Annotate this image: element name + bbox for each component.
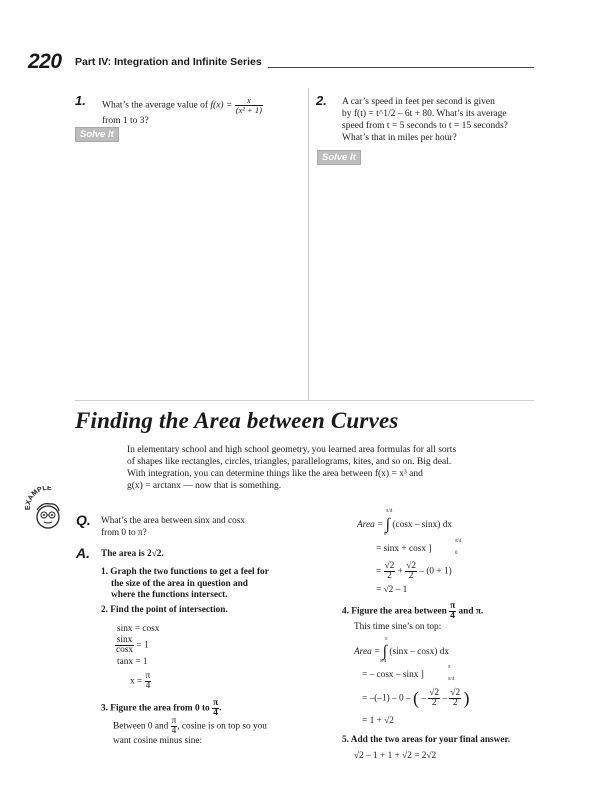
example-badge-text: EXAMPLE	[24, 486, 52, 511]
part-title: Part IV: Integration and Infinite Series	[75, 56, 262, 68]
eq-4-fraction	[145, 672, 152, 691]
solve-it-label-2: Solve It	[317, 150, 361, 165]
r3-frac-1	[384, 562, 396, 581]
problem-1-text	[102, 96, 302, 127]
step3-suffix: .	[219, 703, 222, 714]
question-line1: What’s the area between sinx and cosx	[101, 516, 246, 526]
step1-line2: the size of the area in question and	[111, 578, 248, 589]
answer-text: The area is 2√2.	[101, 549, 164, 559]
r7-d2: 2	[452, 698, 458, 708]
r7-n1: √2	[429, 688, 440, 698]
step1-line1: 1. Graph the two functions to get a feel for	[101, 567, 269, 577]
result-2: = sinx + cosx ]	[376, 544, 432, 554]
intro-line4: g(x) = arctanx — now that is something.	[127, 481, 282, 491]
r2-lower: 0	[455, 551, 458, 556]
step3-text-num: π	[171, 716, 177, 726]
r5-body: (sinx – cosx) dx	[389, 647, 450, 658]
problem-1-frac-den: (x² + 1)	[235, 105, 262, 115]
result-8: = 1 + √2	[362, 716, 394, 726]
problem-2-text	[342, 96, 542, 144]
eq-2-fraction	[115, 636, 134, 655]
eq-4-num: π	[145, 671, 151, 681]
r1-label: Area =	[357, 520, 384, 531]
section-title: Finding the Area between Curves	[75, 408, 399, 433]
example-icon	[24, 486, 72, 534]
r3-tail: – (0 + 1)	[419, 566, 452, 577]
result-7: = –(–1) – 0 – ( – $\frac{√2}{2}$ – $\frac{√2}{2}$ )	[362, 688, 470, 708]
r7-frac-1	[428, 689, 440, 708]
step4-fraction	[449, 602, 456, 621]
eq-3: tanx = 1	[117, 657, 148, 667]
problem-2-number: 2.	[316, 93, 327, 108]
r2-upper: π/4	[455, 539, 462, 544]
r7-n2: √2	[450, 688, 461, 698]
r7-head: = –(–1) – 0 –	[362, 693, 411, 704]
r3-n1: √2	[384, 561, 395, 571]
step4-suffix: and π.	[458, 606, 484, 617]
r7-lead-minus: –	[421, 693, 426, 704]
question-label: Q.	[76, 512, 91, 528]
eq-2-rhs: = 1	[136, 640, 149, 651]
column-divider	[308, 88, 309, 400]
step3-text-a: Between 0 and	[113, 721, 169, 732]
section-intro	[127, 444, 497, 492]
problem-1-line1: What’s the average value of	[102, 100, 209, 111]
r7-d1: 2	[431, 698, 437, 708]
step3-den: 4	[213, 708, 218, 718]
eq-4-lhs: x =	[130, 676, 143, 687]
question-line2: from 0 to π?	[101, 527, 147, 538]
step-3-text	[113, 717, 303, 748]
intro-line3: With integration, you can determine things like the area between f(x) = x³ and	[127, 469, 423, 479]
step3-text-c: want cosine minus sine:	[113, 736, 203, 746]
problem-1-func: f(x) =	[210, 100, 233, 111]
eq-4-den: 4	[145, 681, 151, 691]
r7-minus: –	[442, 693, 448, 704]
result-1	[357, 516, 452, 534]
intro-line1: In elementary school and high school geometry, you learned area formulas for all sorts	[127, 445, 457, 455]
problem-1-frac-num: x	[235, 96, 263, 106]
r3-d1: 2	[387, 571, 392, 581]
r5-upper: π	[385, 637, 388, 642]
problem-2-line4: What’s that in miles per hour?	[342, 133, 457, 143]
problem-1-line2: from 1 to 3?	[102, 116, 149, 126]
step3-prefix: 3. Figure the area from 0 to	[101, 703, 210, 714]
r6-lower: π/4	[448, 677, 455, 682]
result-5	[354, 643, 449, 661]
header-rule	[268, 67, 534, 68]
r1-lower: 0	[384, 532, 387, 537]
r3-plus: +	[397, 566, 403, 577]
result-9: √2 – 1 + 1 + √2 = 2√2	[354, 751, 437, 761]
result-3	[376, 562, 452, 581]
eq-4	[130, 672, 151, 691]
r3-frac-2	[405, 562, 417, 581]
r5-label: Area =	[354, 647, 381, 658]
solve-it-label-1: Solve It	[75, 127, 119, 142]
problem-2-line3: speed from t = 5 seconds to t = 15 seconds?	[342, 121, 508, 131]
step-3	[101, 699, 221, 718]
eq-1: sinx = cosx	[117, 624, 160, 634]
step4-den: 4	[450, 611, 455, 621]
problem-1-number: 1.	[75, 93, 86, 108]
problem-1-fraction	[235, 96, 263, 115]
r1-body: (cosx – sinx) dx	[392, 520, 453, 531]
eq-2	[115, 636, 149, 655]
r3-n2: √2	[406, 561, 417, 571]
section-divider	[75, 400, 534, 401]
r6-upper: π	[448, 665, 451, 670]
step3-num: π	[213, 698, 219, 708]
answer-label: A.	[76, 545, 90, 561]
r3-d2: 2	[408, 571, 414, 581]
step3-text-den: 4	[171, 726, 177, 736]
r5-lower: π/4	[380, 659, 387, 664]
page-number: 220	[28, 50, 62, 73]
intro-line2: of shapes like rectangles, circles, triangles, parallelograms, kites, and so on. Big deal.	[127, 457, 452, 467]
step1-line3: where the functions intersect.	[111, 590, 228, 600]
integral-sign-2: ∫	[382, 643, 388, 660]
step3-text-b: , cosine is on top so you	[177, 721, 267, 732]
step-2: 2. Find the point of intersection.	[101, 605, 228, 615]
r7-frac-2	[449, 689, 461, 708]
result-4: = √2 – 1	[376, 585, 408, 595]
eq-2-den: cosx	[116, 645, 134, 655]
step-5: 5. Add the two areas for your final answer.	[342, 735, 511, 745]
result-6: = – cosx – sinx ]	[362, 670, 424, 680]
problem-2-line2: by f(t) = t^1/2 – 6t + 80. What’s its average	[342, 109, 507, 119]
step4-num: π	[450, 601, 456, 611]
step-4-text: This time sine’s on top:	[354, 622, 442, 632]
problem-2-line1: A car’s speed in feet per second is given	[342, 97, 495, 107]
integral-sign-1: ∫	[385, 516, 391, 533]
step-4	[342, 602, 483, 621]
step-1	[101, 567, 301, 602]
r3-eq: =	[376, 566, 382, 577]
r1-upper: π/4	[386, 509, 393, 514]
example-question	[101, 516, 245, 539]
eq-2-num: sinx	[116, 635, 133, 645]
step4-prefix: 4. Figure the area between	[342, 606, 447, 617]
